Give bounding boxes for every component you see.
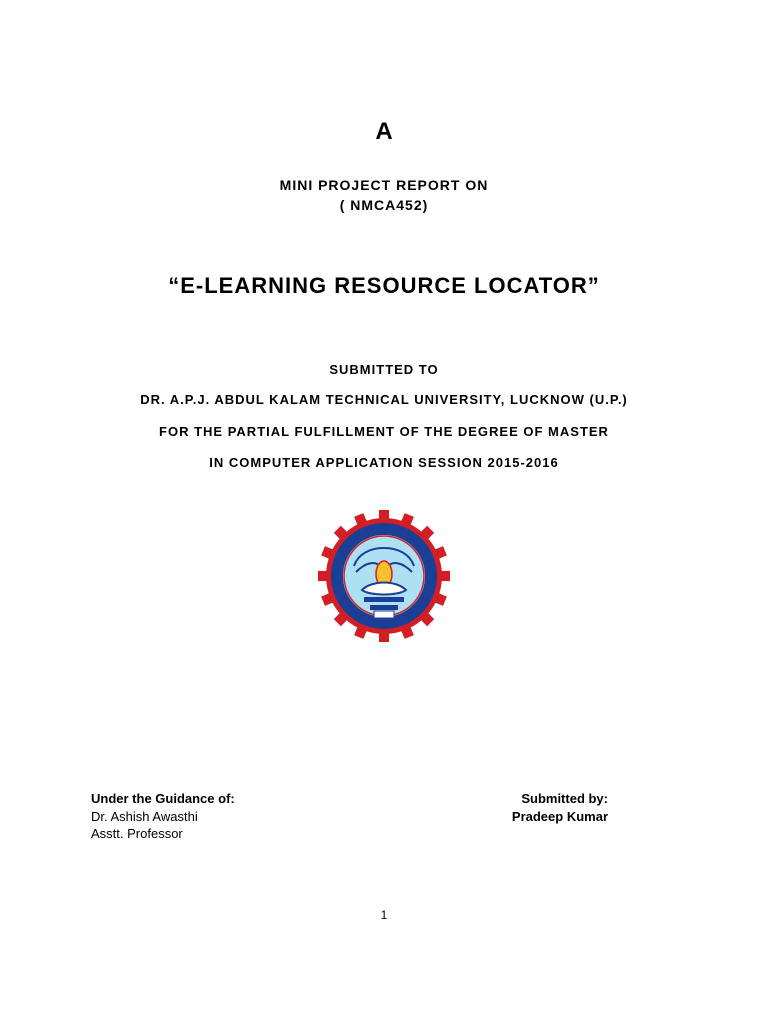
guidance-block bbox=[91, 790, 235, 843]
submitted-to: SUBMITTED TO bbox=[329, 362, 439, 377]
page-number: 1 bbox=[380, 908, 388, 922]
session-line: IN COMPUTER APPLICATION SESSION 2015-2016 bbox=[209, 455, 559, 470]
submitted-by-label: Submitted by: bbox=[521, 791, 608, 806]
student-name: Pradeep Kumar bbox=[511, 808, 608, 824]
course-code: ( NMCA452) bbox=[339, 197, 429, 213]
project-title: “E-LEARNING RESOURCE LOCATOR” bbox=[168, 273, 600, 298]
guidance-label: Under the Guidance of: bbox=[91, 791, 235, 806]
university-seal-icon bbox=[312, 510, 456, 642]
report-type: MINI PROJECT REPORT ON bbox=[279, 177, 489, 193]
heading-letter: A bbox=[375, 118, 393, 145]
guide-designation: Asstt. Professor bbox=[91, 826, 183, 841]
submitted-by-block bbox=[512, 790, 608, 825]
degree-line: FOR THE PARTIAL FULFILLMENT OF THE DEGREE OF MASTER bbox=[159, 424, 609, 439]
university-name: DR. A.P.J. ABDUL KALAM TECHNICAL UNIVERSITY, LUCKNOW (U.P.) bbox=[140, 392, 628, 407]
guide-name: Dr. Ashish Awasthi bbox=[91, 808, 198, 824]
